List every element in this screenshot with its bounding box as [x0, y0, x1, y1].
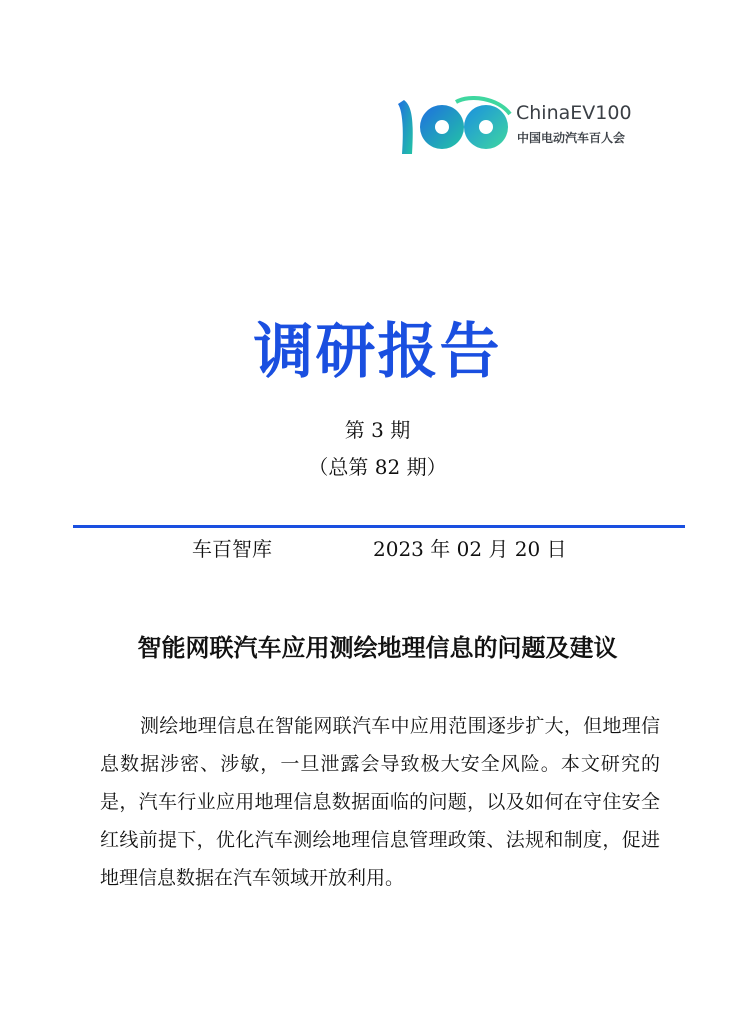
article-title: 智能网联汽车应用测绘地理信息的问题及建议: [137, 633, 618, 662]
publish-date: 2023 年 02 月 20 日: [373, 537, 567, 561]
logo-subtitle-text: 中国电动汽车百人会: [517, 131, 626, 145]
publisher-name: 车百智库: [192, 537, 272, 561]
issue-number: 第 3 期: [344, 418, 411, 442]
logo-brand-text: ChinaEV100: [516, 102, 632, 124]
header-divider: [73, 525, 685, 528]
report-title: 调研报告: [253, 317, 502, 387]
logo-mark-icon: [398, 96, 516, 158]
article-abstract: 测绘地理信息在智能网联汽车中应用范围逐步扩大，但地理信息数据涉密、涉敏，一旦泄露会导致极大安全风险。本文研究的是，汽车行业应用地理信息数据面临的问题，以及如何在守住安全红线前提下，优化汽车测绘地理信息管理政策、法规和制度，促进地理信息数据在汽车领域开放利用。: [100, 715, 660, 889]
issue-total-number: （总第 82 期）: [308, 455, 447, 479]
chinaev100-logo: [398, 96, 638, 158]
